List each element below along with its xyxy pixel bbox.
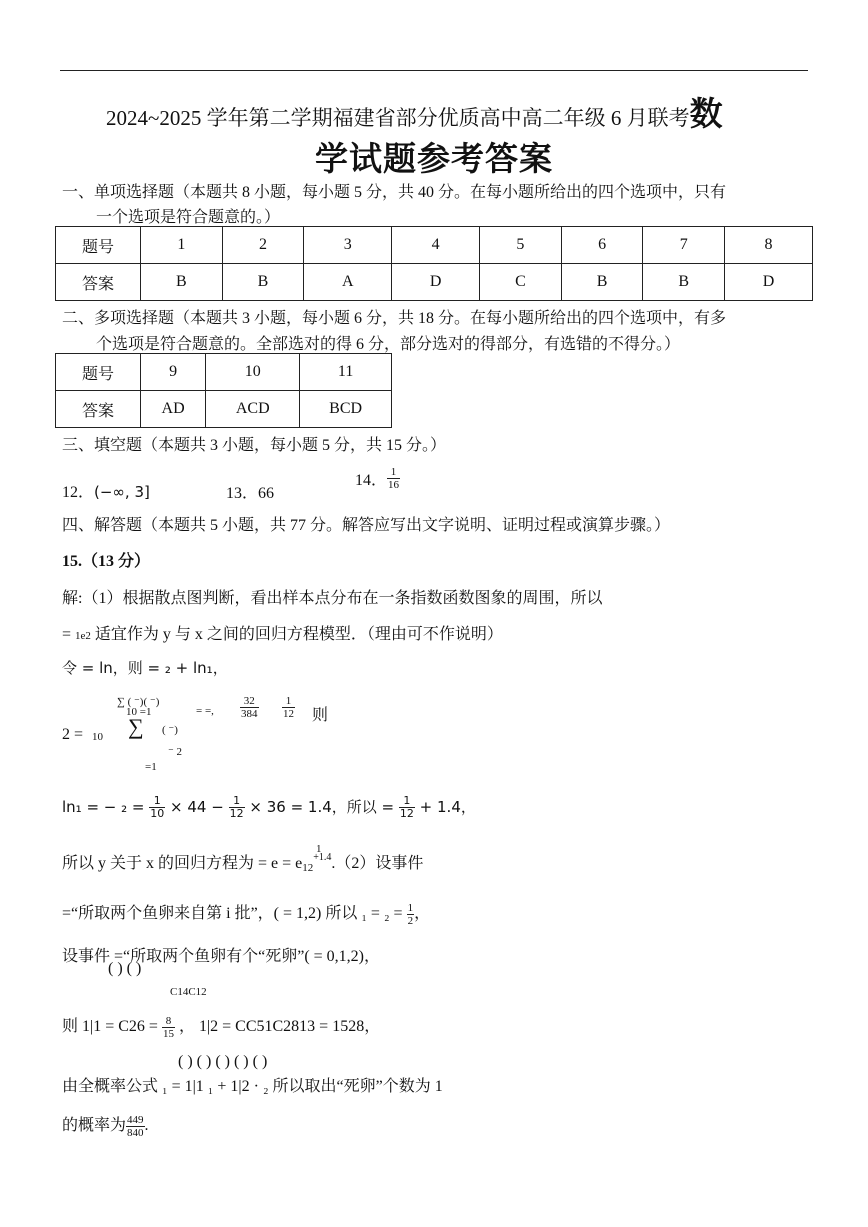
formula-then: 则 <box>312 707 329 724</box>
title-line-2: 学试题参考答案 <box>315 139 553 178</box>
formula-denominator-paren: ( ⁻) <box>162 724 178 736</box>
question-number: 7 <box>643 227 725 264</box>
solution-line-3: 令 = ln，则 = ₂ + ln₁， <box>62 659 228 677</box>
line6-exp-num: 1 <box>316 843 322 855</box>
row-label-question: 题号 <box>56 354 141 391</box>
answer-cell: B <box>643 264 725 301</box>
line11-num: 449 <box>127 1113 144 1126</box>
q12-label: 12． <box>62 484 95 501</box>
answer-cell: D <box>392 264 480 301</box>
line5-c: × 36 = 1.4，所以 = <box>249 798 395 816</box>
line2-text: 适宜作为 y 与 x 之间的回归方程模型．（理由可不作说明） <box>90 626 503 643</box>
formula-sum-index: 10 =1 <box>126 706 152 718</box>
question-number: 2 <box>222 227 304 264</box>
line10-parens: ( ) ( ) ( ) ( ) ( ) <box>178 1053 268 1070</box>
fraction-2-num: 1 <box>282 695 295 708</box>
section3-heading: 三、填空题（本题共 3 小题，每小题 5 分，共 15 分。） <box>62 437 447 454</box>
answer-cell: BCD <box>300 391 392 428</box>
formula-ten: 10 <box>92 731 103 743</box>
question-number: 6 <box>561 227 643 264</box>
answer-cell: D <box>725 264 813 301</box>
line6-b: .（2）设事件 <box>331 855 424 872</box>
line5-f1-den: 10 <box>150 807 165 820</box>
line5-d: + 1.4， <box>419 798 476 816</box>
fill-blank-12 <box>62 479 150 502</box>
line5-b: × 44 − <box>170 798 224 816</box>
row-label-answer: 答案 <box>56 264 141 301</box>
line9-b: = C26 = <box>105 1018 158 1035</box>
formula-lhs: 2 = <box>62 726 84 743</box>
fraction-2-den: 12 <box>283 708 294 720</box>
line5-a: ln₁ = − ₂ = <box>62 798 145 816</box>
line7-a: =“所取两个鱼卵来自第 i 批”，( = 1,2) 所以 ₁ = ₂ = <box>62 905 403 922</box>
line2-eq: = <box>62 626 76 643</box>
line9-c: ， 1|2 = CC51C2813 = 1528， <box>178 1018 381 1035</box>
solution-line-6 <box>62 850 423 874</box>
line5-f1-num: 1 <box>149 795 165 808</box>
line9-den: 15 <box>162 1027 174 1040</box>
line6-exp-base: 12 <box>302 862 314 874</box>
solution-line-1: 解:（1）根据散点图判断，看出样本点分布在一条指数函数图象的周围，所以 <box>62 590 603 607</box>
question-number: 4 <box>392 227 480 264</box>
title-line-1-big-char: 数 <box>689 94 723 133</box>
question-number: 9 <box>141 354 206 391</box>
q14-denominator: 16 <box>388 479 400 491</box>
question-number: 10 <box>206 354 300 391</box>
line5-f2-den: 12 <box>229 807 244 820</box>
line11-den: 840 <box>127 1126 144 1139</box>
formula-exponent: ⁻ 2 <box>168 746 183 758</box>
line9-a: 则 1|1 <box>62 1018 102 1035</box>
answer-cell: AD <box>141 391 206 428</box>
formula-lower-index: =1 <box>145 761 157 773</box>
solution-line-10: 由全概率公式 ₁ = 1|1 ₁ + 1|2 · ₂ 所以取出“死卵”个数为 1 <box>62 1078 443 1095</box>
question-number: 8 <box>725 227 813 264</box>
line9-num: 8 <box>162 1015 175 1028</box>
line5-f3-num: 1 <box>399 795 415 808</box>
line11-b: . <box>144 1117 149 1134</box>
answer-cell: ACD <box>206 391 300 428</box>
answer-cell: B <box>222 264 304 301</box>
question-number: 5 <box>480 227 562 264</box>
answer-cell: A <box>304 264 392 301</box>
line2-expr: 1e2 <box>75 630 91 642</box>
solution-line-2 <box>62 621 503 644</box>
section4-heading: 四、解答题（本题共 5 小题，共 77 分。解答应写出文字说明、证明过程或演算步骤。） <box>62 517 671 534</box>
section1-heading-line2: 一个选项是符合题意的。） <box>96 209 281 226</box>
table-row-questions <box>56 354 392 391</box>
fraction-1-num: 32 <box>240 695 259 708</box>
line6-exp-tail: +1.4 <box>313 852 332 863</box>
formula-fraction-1 <box>240 695 259 720</box>
line11-a: 的概率为 <box>62 1117 127 1134</box>
solution-line-8: 设事件 =“所取两个鱼卵有个“死卵”( = 0,1,2)， <box>62 948 381 965</box>
fill-blank-13: 13．66 <box>226 485 275 502</box>
formula-fraction-2 <box>282 695 295 720</box>
solution-line-11 <box>62 1112 149 1139</box>
question-number: 1 <box>141 227 223 264</box>
q12-answer: (−∞, 3] <box>94 483 150 501</box>
answer-cell: C <box>480 264 562 301</box>
fill-blank-14 <box>355 466 400 491</box>
line9-combination: C14C12 <box>170 986 207 998</box>
line9-parens: ( ) ( ) <box>108 960 142 977</box>
section2-heading-line1: 二、多项选择题（本题共 3 小题，每小题 6 分，共 18 分。在每小题所给出的四个选项中，有多 <box>62 310 727 327</box>
question-number: 3 <box>304 227 392 264</box>
answer-cell: B <box>561 264 643 301</box>
multi-choice-answer-table <box>55 353 392 428</box>
table-row-questions <box>56 227 813 264</box>
section1-heading-line1: 一、单项选择题（本题共 8 小题，每小题 5 分，共 40 分。在每小题所给出的四个选项中，只有 <box>62 184 727 201</box>
line7-b: ， <box>414 905 431 922</box>
solution-line-5 <box>62 795 476 820</box>
fraction-1-den: 384 <box>241 708 258 720</box>
line5-f3-den: 12 <box>399 807 414 820</box>
q15-title: 15.（13 分） <box>62 553 151 570</box>
q14-label: 14． <box>355 472 388 489</box>
solution-line-7 <box>62 900 430 927</box>
formula-sum-numerator: ∑ ( ⁻)( ⁻) <box>117 696 160 708</box>
q14-numerator: 1 <box>387 466 400 479</box>
q14-fraction <box>387 466 400 491</box>
title-line-1-text: 2024~2025 学年第二学期福建省部分优质高中高二年级 6 月联考 <box>106 106 690 130</box>
solution-line-9 <box>62 1013 380 1040</box>
single-choice-answer-table <box>55 226 813 301</box>
answer-cell: B <box>141 264 223 301</box>
row-label-question: 题号 <box>56 227 141 264</box>
table-row-answers <box>56 391 392 428</box>
question-number: 11 <box>300 354 392 391</box>
section2-heading-line2: 个选项是符合题意的。全部选对的得 6 分，部分选对的得部分，有选错的不得分。） <box>96 336 681 353</box>
line5-f2-num: 1 <box>229 795 245 808</box>
table-row-answers <box>56 264 813 301</box>
row-label-answer: 答案 <box>56 391 141 428</box>
title-line-1 <box>106 88 723 135</box>
formula-sigma: ∑ <box>128 714 144 739</box>
line7-num: 1 <box>407 901 414 914</box>
formula-equals: = =, <box>196 705 214 717</box>
line6-a: 所以 y 关于 x 的回归方程为 = e = e <box>62 855 303 872</box>
top-rule <box>60 70 808 71</box>
line7-den: 2 <box>407 914 414 927</box>
